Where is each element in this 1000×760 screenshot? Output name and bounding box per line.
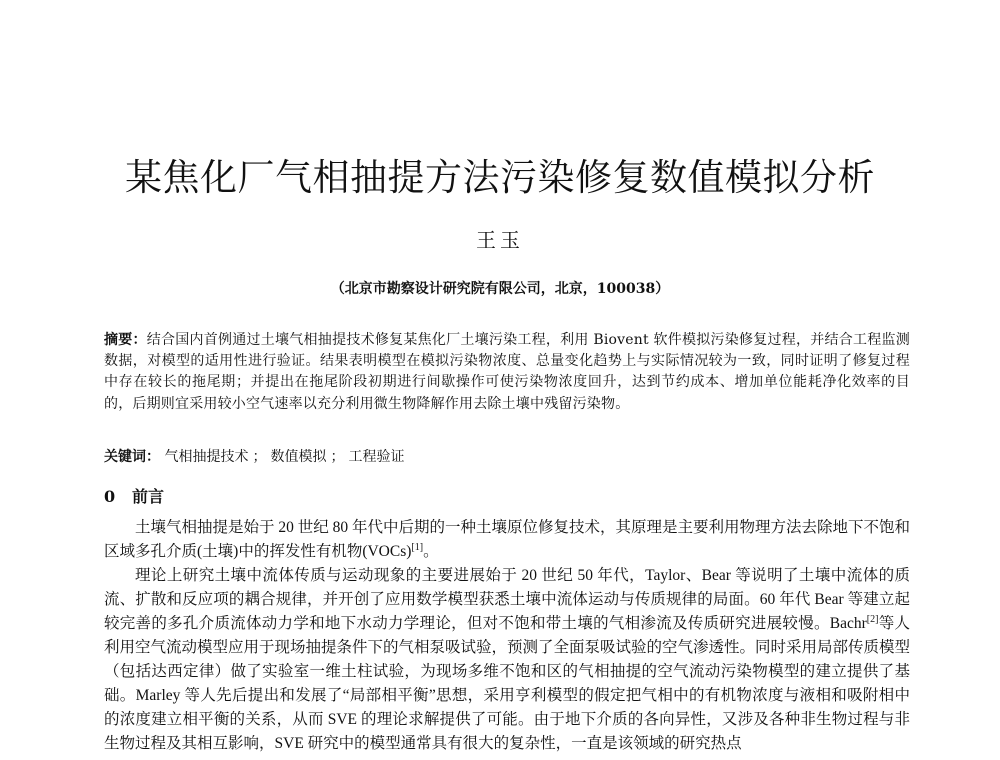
paragraph-text: 理论上研究土壤中流体传质与运动现象的主要进展始于 20 世纪 50 年代，Taylor、Bear 等说明了土壤中流体的质流、扩散和反应项的耦合规律，并开创了应用数学模型获悉土壤中流体运动与传质规律的局面。60 年代 Bear 等建立起较完善的多孔介质流体动力学和地下水动力学理论，但对不饱和带土壤的气相渗流及传质研究进展较慢。Bachr — [104, 567, 910, 632]
paragraph-text: 土壤气相抽提是始于 20 世纪 80 年代中后期的一种土壤原位修复技术，其原理是主要利用物理方法去除地下不饱和区域多孔介质(土壤)中的挥发性有机物(VOCs) — [104, 519, 911, 560]
keywords — [104, 447, 910, 468]
abstract-text: 结合国内首例通过土壤气相抽提技术修复某焦化厂土壤污染工程，利用 Biovent 软件模拟污染修复过程，并结合工程监测数据，对模型的适用性进行验证。结果表明模型在模拟污染物浓度、总量变化趋势上与实际情况较为一致，同时证明了修复过程中存在较长的拖尾期；并提出在拖尾阶段初期进行间歇操作可使污染物浓度回升，达到节约成本、增加单位能耗净化效率的目的，后期则宜采用较小空气速率以充分利用微生物降解作用去除土壤中残留污染物。 — [104, 332, 910, 412]
abstract — [104, 330, 910, 415]
section-heading — [104, 486, 164, 508]
citation-ref: [1] — [411, 541, 424, 553]
author-name: 王玉 — [476, 228, 524, 252]
section-title: 前言 — [132, 487, 165, 506]
paragraph — [104, 516, 910, 564]
paragraph-text-after: 等人利用空气流动模型应用于现场抽提条件下的气相泵吸试验，预测了全面泵吸试验的空气渗透性。同时采用局部传质模型（包括达西定律）做了实验室一维土柱试验，为现场多维不饱和区的气相抽提的空气流动污染物模型的建立提供了基础。Marley 等人先后提出和发展了“局部相平衡”思想，采用亨利模型的假定把气相中的有机物浓度与液相和吸附相中的浓度建立相平衡的关系，从而 SVE 的理论求解提供了可能。由于地下介质的各向异性，又涉及各种非生物过程与非生物过程及其相互影响，SVE 研究中的模型通常具有很大的复杂性，一直是该领域的研究热点 — [104, 615, 911, 752]
abstract-label: 摘要： — [104, 332, 147, 348]
keyword-separator: ； — [252, 449, 267, 465]
keyword-item: 气相抽提技术 — [164, 449, 249, 465]
keywords-label: 关键词： — [104, 449, 160, 465]
author-affiliation: （北京市勘察设计研究院有限公司，北京，100038） — [330, 281, 670, 297]
body-text — [104, 516, 910, 756]
keyword-item: 工程验证 — [348, 449, 405, 465]
citation-ref: [2] — [866, 613, 879, 625]
keyword-separator: ； — [330, 449, 345, 465]
paragraph — [104, 564, 910, 756]
paper-title: 某焦化厂气相抽提方法污染修复数值模拟分析 — [125, 156, 875, 199]
section-number: 0 — [104, 487, 116, 506]
keyword-item: 数值模拟 — [270, 449, 327, 465]
paragraph-text-after: 。 — [423, 543, 439, 560]
